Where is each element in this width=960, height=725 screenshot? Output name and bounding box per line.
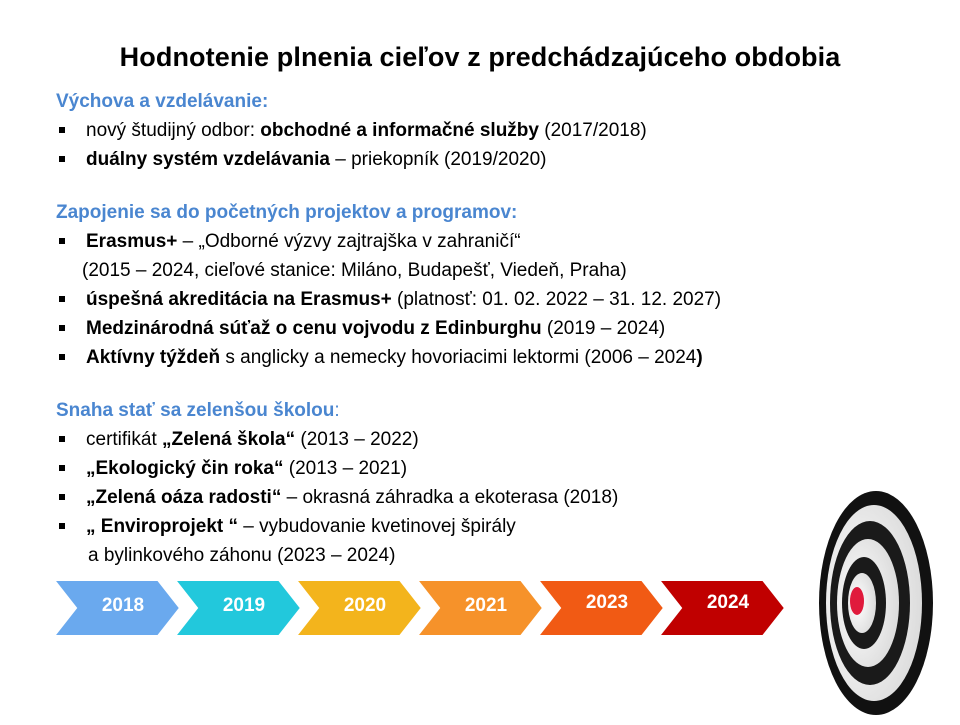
section-heading-projects: Zapojenie sa do početných projektov a programov:: [56, 202, 518, 223]
list-item: certifikát „Zelená škola“ (2013 – 2022): [56, 425, 916, 454]
list-item: Aktívny týždeň s anglicky a nemecky hovoriacimi lektormi (2006 – 2024): [56, 343, 916, 372]
bullet-icon: [59, 127, 65, 133]
bullet-icon: [59, 465, 65, 471]
bullet-icon: [59, 156, 65, 162]
bullet-icon: [59, 436, 65, 442]
timeline-year-label: 2023: [585, 592, 629, 613]
bullet-icon: [59, 494, 65, 500]
timeline-year-label: 2019: [222, 595, 266, 616]
slide-content: [56, 87, 916, 570]
slide-title: Hodnotenie plnenia cieľov z predchádzajúceho obdobia: [119, 42, 841, 72]
timeline-chevrons: [54, 578, 814, 638]
bullet-icon: [59, 325, 65, 331]
list-item: „Zelená oáza radosti“ – okrasná záhradka a ekoterasa (2018): [56, 483, 916, 512]
bullet-icon: [59, 296, 65, 302]
timeline-year-label: 2020: [343, 595, 387, 616]
list-item-continuation: (2015 – 2024, cieľové stanice: Miláno, Budapešť, Viedeň, Praha): [82, 260, 627, 281]
list-item: duálny systém vzdelávania – priekopník (2019/2020): [56, 145, 916, 174]
list-item-continuation: a bylinkového záhonu (2023 – 2024): [88, 545, 396, 566]
list-item: Erasmus+ – „Odborné výzvy zajtrajška v zahraničí“: [56, 227, 916, 256]
list-item: Medzinárodná súťaž o cenu vojvodu z Edinburghu (2019 – 2024): [56, 314, 916, 343]
bullet-icon: [59, 238, 65, 244]
list-item: úspešná akreditácia na Erasmus+ (platnosť: 01. 02. 2022 – 31. 12. 2027): [56, 285, 916, 314]
bullet-icon: [59, 354, 65, 360]
list-item: nový študijný odbor: obchodné a informačné služby (2017/2018): [56, 116, 916, 145]
section-heading-education: Výchova a vzdelávanie:: [56, 91, 269, 112]
list-item: „Ekologický čin roka“ (2013 – 2021): [56, 454, 916, 483]
bullet-icon: [59, 523, 65, 529]
timeline-year-label: 2018: [101, 595, 145, 616]
list-item: „ Enviroprojekt “ – vybudovanie kvetinovej špirály: [56, 512, 916, 541]
target-icon: [818, 490, 934, 720]
timeline-year-label: 2021: [464, 595, 508, 616]
section-heading-green-school: Snaha stať sa zelenšou školou:: [56, 400, 340, 421]
timeline-year-label: 2024: [706, 592, 750, 613]
